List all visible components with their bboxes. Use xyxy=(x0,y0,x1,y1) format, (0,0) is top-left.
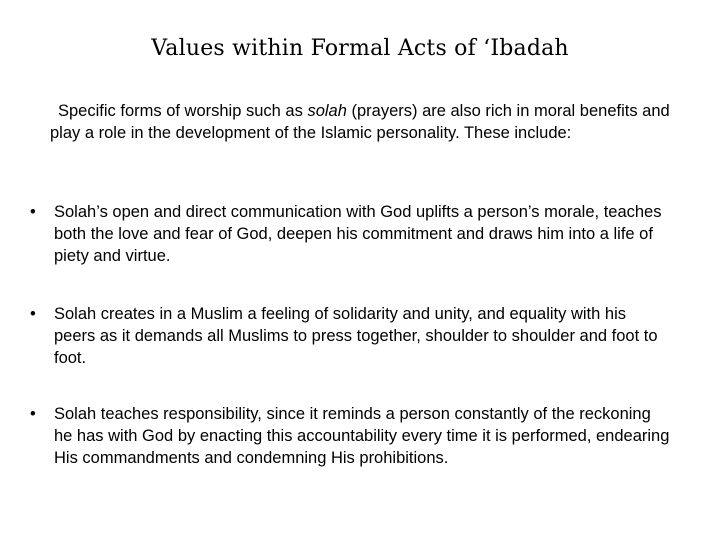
bullet-dot-icon: • xyxy=(30,305,36,323)
intro-emphasis: solah xyxy=(307,102,347,120)
bullet-item xyxy=(30,403,670,469)
bullet-text: Solah creates in a Muslim a feeling of solidarity and unity, and equality with his peers as it demands all Muslims to press together, shoulder to shoulder and foot to foot. xyxy=(54,305,658,367)
intro-text-after: (prayers) are also rich in moral benefits and play a role in the development of the Islamic personality. These include: xyxy=(50,102,670,142)
slide-title: Values within Formal Acts of ‘Ibadah xyxy=(151,36,569,61)
bullet-text: Solah’s open and direct communication with God uplifts a person’s morale, teaches both the love and fear of God, deepen his commitment and draws him into a life of piety and virtue. xyxy=(54,203,662,265)
bullet-item xyxy=(30,201,670,267)
bullet-item xyxy=(30,303,670,369)
bullet-dot-icon: • xyxy=(30,405,36,423)
intro-paragraph xyxy=(50,100,670,144)
intro-text-before: Specific forms of worship such as xyxy=(58,102,308,120)
bullet-text: Solah teaches responsibility, since it reminds a person constantly of the reckoning he has with God by enacting this accountability every time it is performed, endearing His commandments and condemning His prohibitions. xyxy=(54,405,670,467)
bullet-dot-icon: • xyxy=(30,203,36,221)
